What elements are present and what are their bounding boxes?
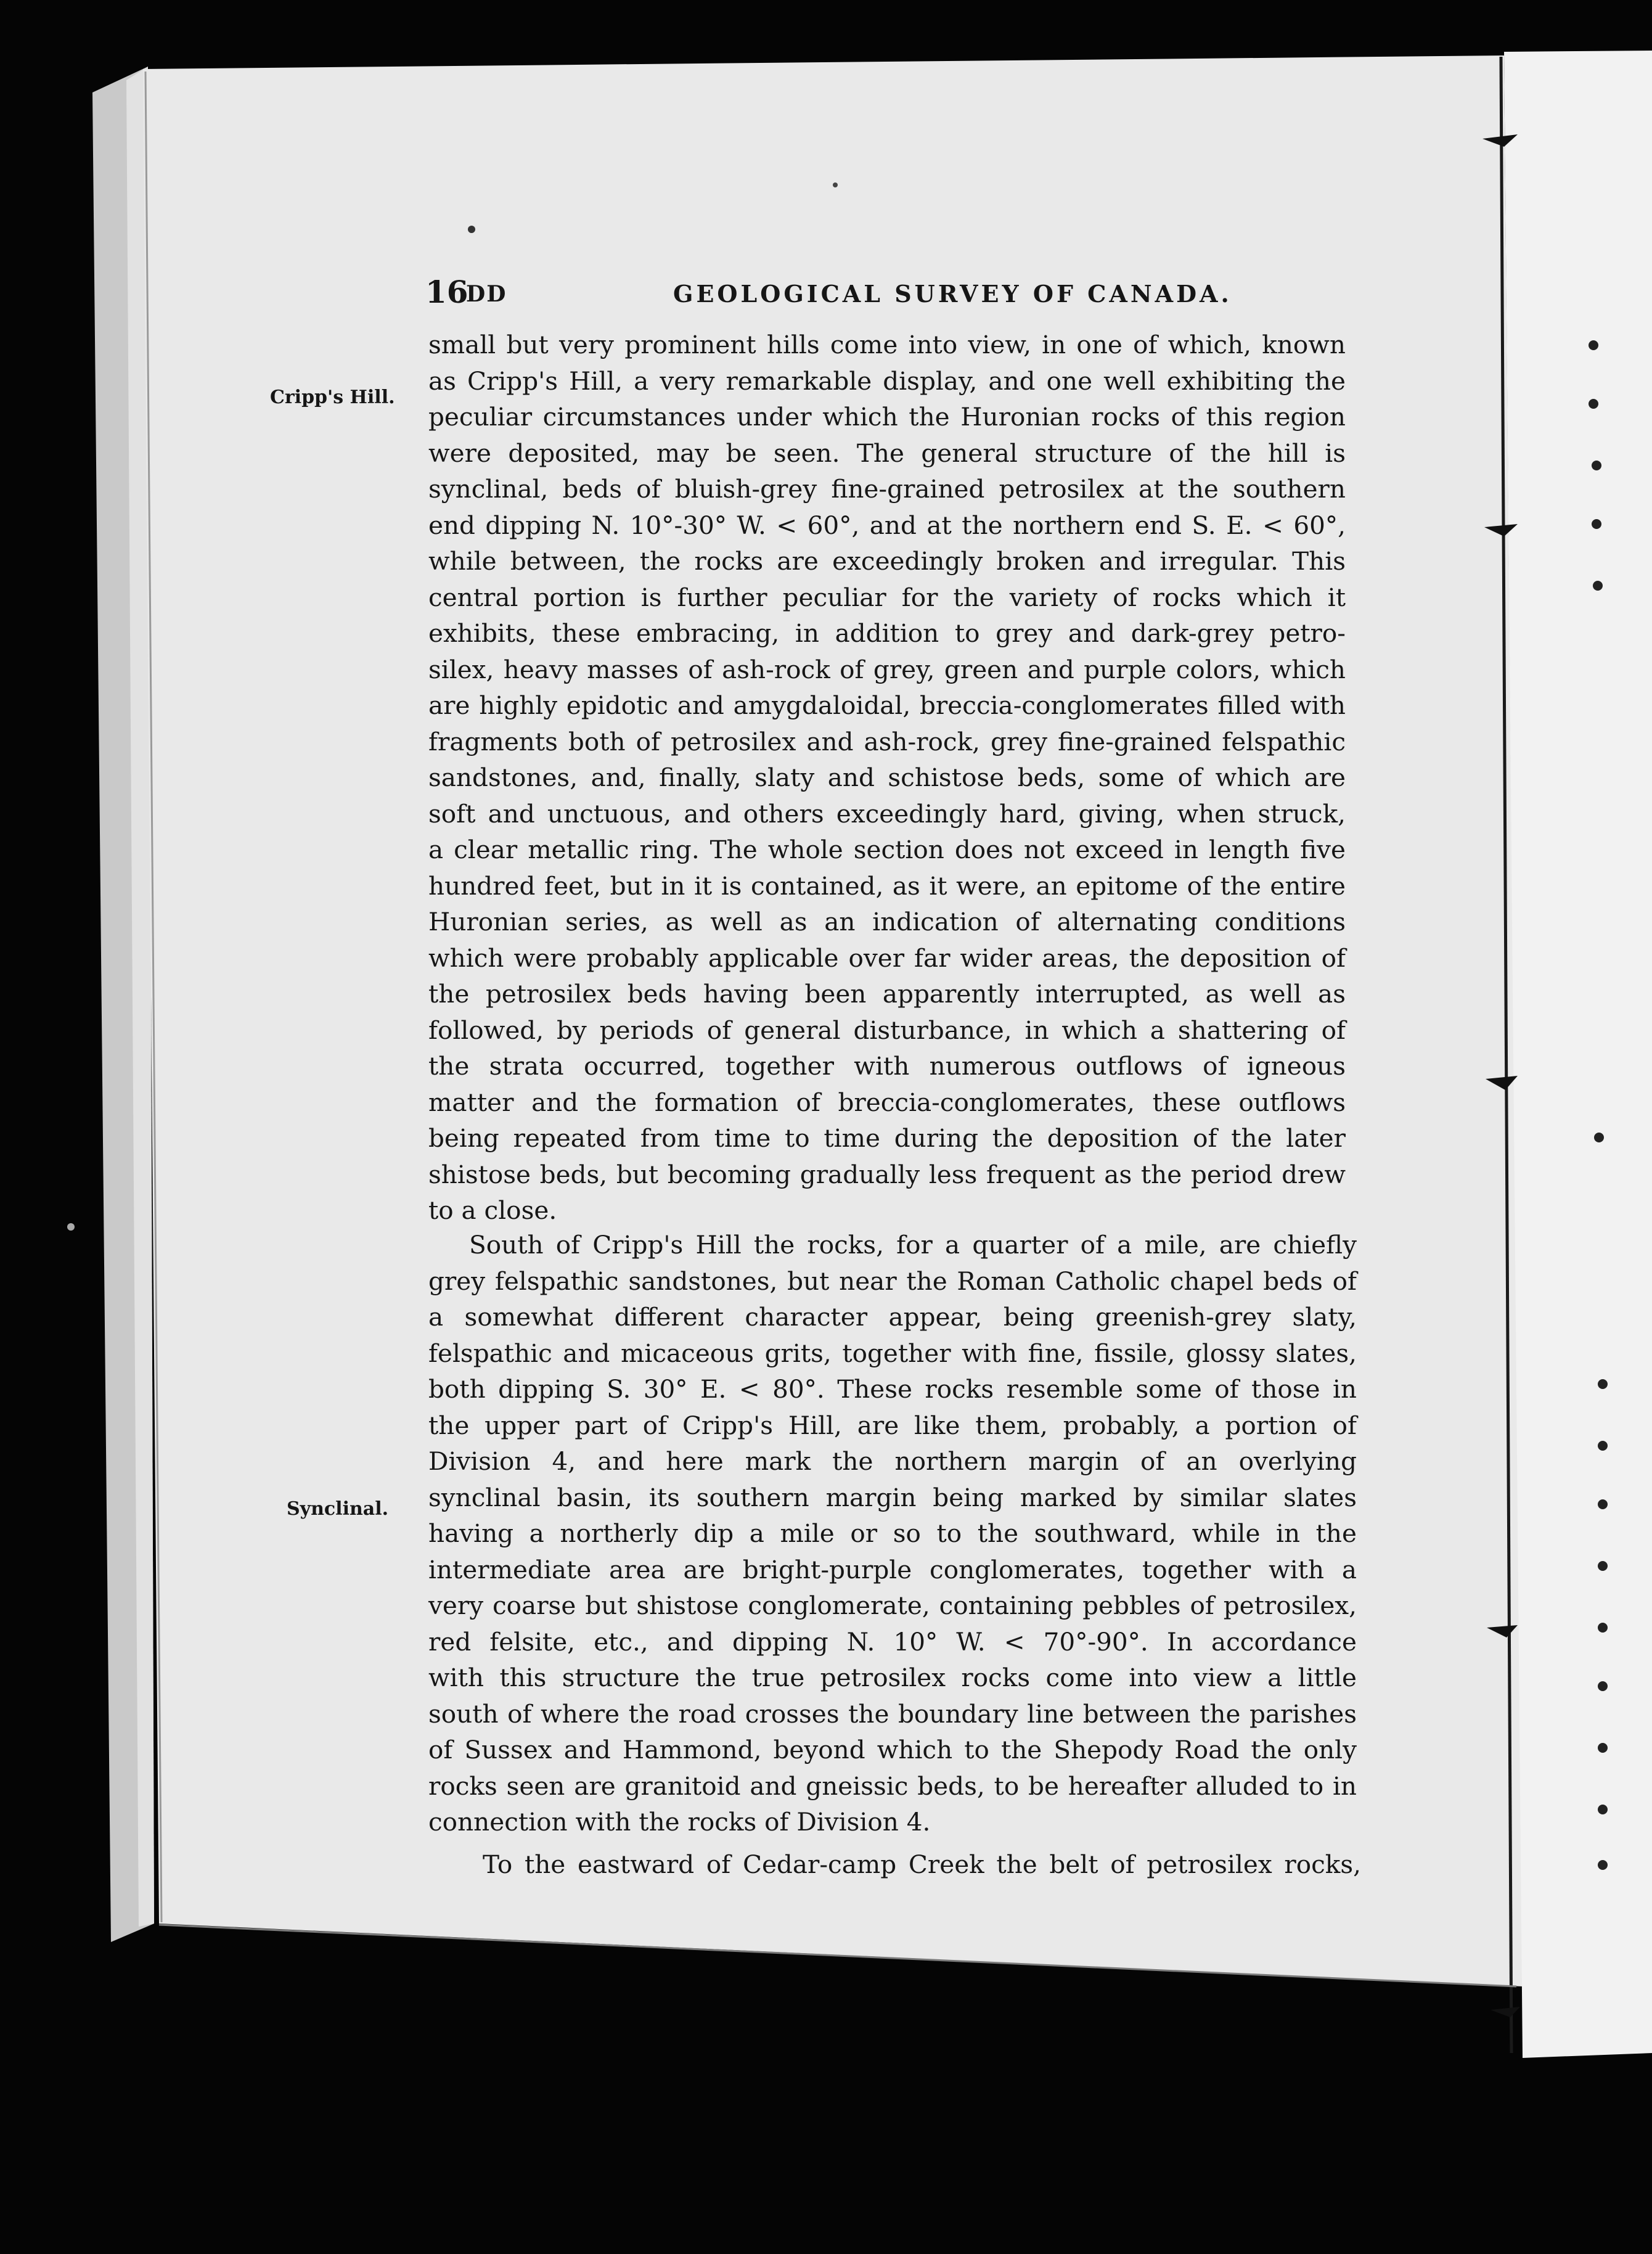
text-line: very coarse but shistose conglomerate, containing pebbles of petrosilex, bbox=[428, 1591, 1357, 1620]
text-line: the petrosilex beds having been apparently interrupted, as well as bbox=[428, 979, 1346, 1009]
text-line: being repeated from time to time during the deposition of the later bbox=[428, 1123, 1346, 1153]
text-line: peculiar circumstances under which the Huronian rocks of this region bbox=[428, 402, 1346, 432]
running-title: GEOLOGICAL SURVEY OF CANADA. bbox=[673, 280, 1232, 308]
text-line: a somewhat different character appear, being greenish-grey slaty, bbox=[428, 1302, 1357, 1332]
text-line: a clear metallic ring. The whole section does not exceed in length five bbox=[428, 835, 1346, 864]
text-line: matter and the formation of breccia-conglomerates, these outflows bbox=[428, 1087, 1346, 1117]
text-line: hundred feet, but in it is contained, as it were, an epitome of the entire bbox=[428, 871, 1346, 901]
text-line: as Cripp's Hill, a very remarkable display, and one well exhibiting the bbox=[428, 366, 1346, 396]
text-line: connection with the rocks of Division 4. bbox=[428, 1807, 931, 1837]
text-line: intermediate area are bright-purple conglomerates, together with a bbox=[428, 1554, 1357, 1584]
text-line: of Sussex and Hammond, beyond which to the Shepody Road the only bbox=[428, 1735, 1357, 1764]
body-paragraph-2 bbox=[428, 1227, 1357, 1840]
text-line: to a close. bbox=[428, 1195, 557, 1225]
text-line: small but very prominent hills come into view, in one of which, known bbox=[428, 330, 1346, 359]
page-number-suffix: DD bbox=[466, 281, 507, 307]
text-line: silex, heavy masses of ash-rock of grey, green and purple colors, which bbox=[428, 654, 1346, 684]
text-line: end dipping N. 10°-30° W. < 60°, and at the northern end S. E. < 60°, bbox=[428, 510, 1346, 540]
body-paragraph-3 bbox=[428, 1846, 1361, 1883]
text-line: exhibits, these embracing, in addition to grey and dark-grey petro- bbox=[428, 618, 1346, 648]
text-line: felspathic and micaceous grits, together with fine, fissile, glossy slates, bbox=[428, 1338, 1357, 1368]
text-line: followed, by periods of general disturbance, in which a shattering of bbox=[428, 1015, 1346, 1045]
text-line: Huronian series, as well as an indication of alternating conditions bbox=[428, 907, 1346, 936]
margin-note-cripps-hill: Cripp's Hill. bbox=[270, 387, 395, 408]
text-line: having a northerly dip a mile or so to the southward, while in the bbox=[428, 1518, 1357, 1548]
text-line: red felsite, etc., and dipping N. 10° W. < 70°-90°. In accordance bbox=[428, 1626, 1357, 1657]
body-paragraph-1 bbox=[428, 327, 1346, 1229]
text-line: Division 4, and here mark the northern margin of an overlying bbox=[428, 1446, 1357, 1476]
text-line: are highly epidotic and amygdaloidal, breccia-conglomerates filled with bbox=[428, 691, 1346, 720]
text-line: South of Cripp's Hill the rocks, for a quarter of a mile, are chiefly bbox=[469, 1230, 1357, 1260]
text-line: synclinal, beds of bluish-grey fine-grained petrosilex at the southern bbox=[428, 474, 1346, 504]
text-line: sandstones, and, finally, slaty and schistose beds, some of which are bbox=[428, 763, 1346, 792]
text-line: synclinal basin, its southern margin being marked by similar slates bbox=[428, 1482, 1357, 1512]
text-line: To the eastward of Cedar-camp Creek the belt of petrosilex rocks, bbox=[483, 1850, 1361, 1879]
text-line: shistose beds, but becoming gradually less frequent as the period drew bbox=[428, 1159, 1346, 1189]
text-line: grey felspathic sandstones, but near the Roman Catholic chapel beds of bbox=[428, 1266, 1357, 1296]
text-line: soft and unctuous, and others exceedingly hard, giving, when struck, bbox=[428, 798, 1346, 829]
text-line: both dipping S. 30° E. < 80°. These rocks resemble some of those in bbox=[428, 1374, 1357, 1404]
text-line: fragments both of petrosilex and ash-rock, grey fine-grained felspathic bbox=[428, 726, 1346, 756]
text-line: the strata occurred, together with numerous outflows of igneous bbox=[428, 1051, 1346, 1081]
text-line: the upper part of Cripp's Hill, are like them, probably, a portion of bbox=[428, 1410, 1357, 1440]
text-line: which were probably applicable over far wider areas, the deposition of bbox=[428, 943, 1346, 973]
page-number: 16 bbox=[425, 274, 468, 310]
text-line: rocks seen are granitoid and gneissic beds, to be hereafter alluded to in bbox=[428, 1771, 1357, 1801]
text-line: with this structure the true petrosilex rocks come into view a little bbox=[428, 1663, 1357, 1692]
text-line: while between, the rocks are exceedingly broken and irregular. This bbox=[428, 546, 1346, 576]
text-line: were deposited, may be seen. The general structure of the hill is bbox=[428, 438, 1346, 468]
text-line: central portion is further peculiar for the variety of rocks which it bbox=[428, 582, 1346, 612]
margin-note-synclinal: Synclinal. bbox=[287, 1498, 389, 1520]
text-line: south of where the road crosses the boundary line between the parishes bbox=[428, 1699, 1357, 1729]
